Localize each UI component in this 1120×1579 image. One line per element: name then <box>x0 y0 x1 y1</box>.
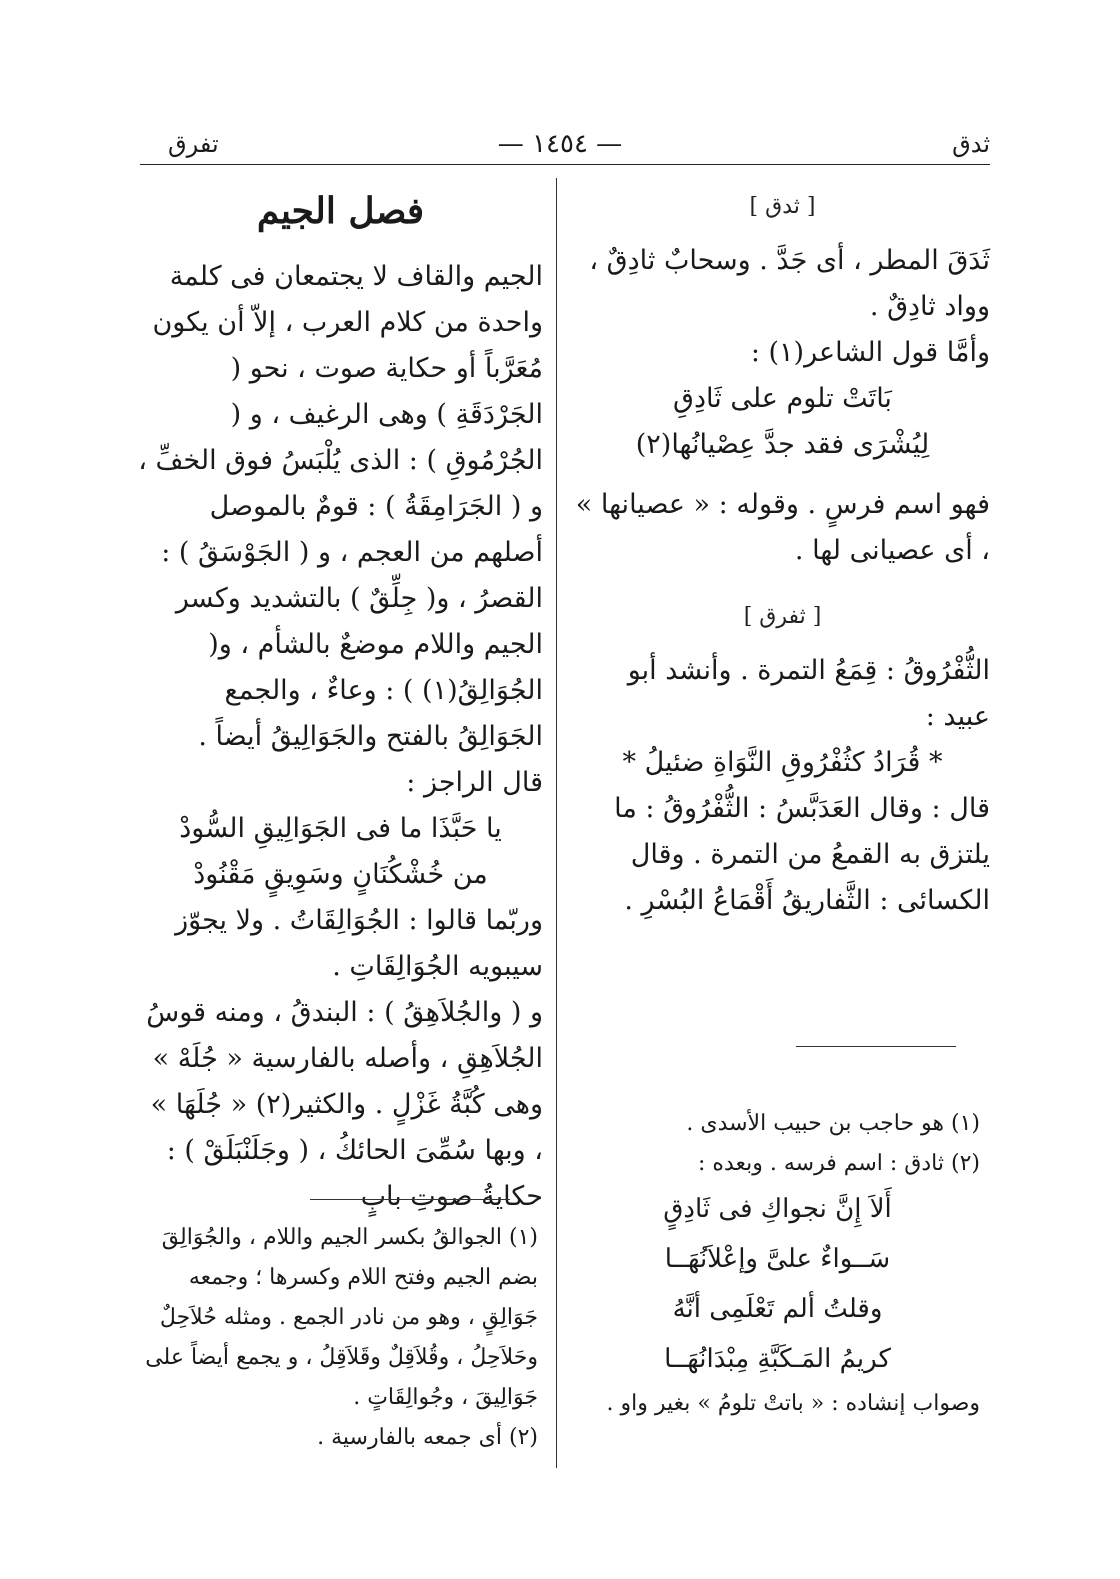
entry-text: قال الراجز : <box>406 767 543 798</box>
verse-line: كريمُ المَـكَبَّةِ مِبْدَانُهَــا <box>664 1344 891 1374</box>
header-rule <box>140 164 990 165</box>
entry-text: الثُّفْرُوقُ : قِمَعُ التمرة . وأنشد أبو عبيد : <box>627 655 990 732</box>
entry-text: فهو اسم فرسٍ . وقوله : « عصيانها » ، أى عصيانى لها . <box>575 489 990 566</box>
footnote-rule <box>796 1046 956 1047</box>
verse-line: * قُرَادُ كثُفْرُوقِ النَّوَاةِ ضئيلُ * <box>622 747 943 778</box>
verse-line: من خُشْكُنَانٍ وسَوِيقٍ مَقْنُودْ <box>193 859 488 890</box>
footnote: (١) الجوالقُ بكسر الجيم واللام ، والجُوَالِقَ بضم الجيم وفتح اللام وكسرها ؛ وجمعه جَوَالِقٍ ، وهو من نادر الجمع . ومثله حُلاَحِلٌ وحَلاَحِلُ ، وقُلاَقِلٌ وقَلاَقِلُ ، و يجمع أيضاً على جَوَالِيقَ ، وجُوالِقَاتٍ . <box>145 1225 538 1410</box>
footnote: وصواب إنشاده : « باتتْ تلومُ » بغير واو . <box>606 1391 980 1416</box>
footnote: (٢) ثادق : اسم فرسه . وبعده : <box>698 1151 980 1176</box>
header-right-word: ثدق <box>952 130 990 158</box>
entry-text: قال : وقال العَدَبَّسُ : الثُّفْرُوقُ : ما يلتزق به القمعُ من التمرة . وقال الكسائى : الثَّفاريقُ أَقْمَاعُ البُسْرِ . <box>614 793 990 916</box>
left-footnotes <box>138 1218 538 1458</box>
footnote: (٢) أى جمعه بالفارسية . <box>317 1425 538 1450</box>
entry-text: وأمَّا قول الشاعر(١) : <box>750 337 990 368</box>
footnote-rule <box>310 1199 510 1200</box>
verse-line: أَلاَ إِنَّ نجواكِ فى ثَادِقٍ <box>663 1194 892 1224</box>
verse <box>575 376 990 468</box>
right-column <box>575 178 990 924</box>
column-divider <box>556 178 557 1468</box>
verse <box>138 806 543 898</box>
footnote: (١) هو حاجب بن حبيب الأسدى . <box>686 1111 980 1136</box>
entry-text: و ( والجُلاَهِقُ ) : البندقُ ، ومنه قوسُ الجُلاَهِقِ ، وأصله بالفارسية « جُلَهْ » وهى كُبَّةُ غَزْلٍ . والكثير(٢) « جُلَهَا » ، وبها سُمِّىَ الحائكُ ، ( وجَلَنْبَلَقْ ) : حكايةُ صوتِ بابٍ <box>146 997 543 1212</box>
entry-heading-thadaqa: [ ثدق ] <box>749 194 816 219</box>
footnote-verse <box>575 1184 980 1384</box>
section-title: فصل الجيم <box>256 190 425 232</box>
verse-line: يا حَبَّذَا ما فى الجَوَالِيقِ السُّودْ <box>179 813 502 844</box>
verse-line: وقلتُ ألم تَعْلَمِى أنَّهُ <box>672 1294 883 1324</box>
entry-text: وربّما قالوا : الجُوَالِقَاتُ . ولا يجوّز سيبويه الجُوَالِقَاتِ . <box>175 905 543 982</box>
entry-heading-thafraqa: [ ثفرق ] <box>743 604 822 629</box>
verse-line: بَاتَتْ تلوم على ثَادِقِ <box>673 383 892 414</box>
right-footnotes <box>575 1104 980 1424</box>
page-number: — ١٤٥٤ — <box>497 129 623 159</box>
entry-text: الجيم والقاف لا يجتمعان فى كلمة واحدة من كلام العرب ، إلاّ أن يكون مُعَرَّباً أو حكاية صوت ، نحو ( الجَرْدَقَةِ ) وهى الرغيف ، و ( الجُرْمُوقِ ) : الذى يُلْبَسُ فوق الخفِّ ، و ( الجَرَامِقَةُ ) : قومٌ بالموصل أصلهم من العجم ، و ( الجَوْسَقُ ) : القصرُ ، و( جِلِّقٌ ) بالتشديد وكسر الجيم واللام موضعٌ بالشأم ، و( الجُوَالِقُ(١) ) : وعاءٌ ، والجمع الجَوَالِقُ بالفتح والجَوَالِيقُ أيضاً . <box>138 261 543 752</box>
left-column <box>138 178 543 1220</box>
verse-line: لِيُشْرَى فقد جدَّ عِصْيانُها(٢) <box>635 429 930 460</box>
header-left-word: تفرق <box>168 130 219 158</box>
entry-text: ثَدَقَ المطر ، أى جَدَّ . وسحابٌ ثادِقٌ ، وواد ثادِقٌ . <box>589 245 990 322</box>
verse-line: سَــواءٌ علىَّ وإعْلاَنُهَــا <box>664 1244 891 1274</box>
